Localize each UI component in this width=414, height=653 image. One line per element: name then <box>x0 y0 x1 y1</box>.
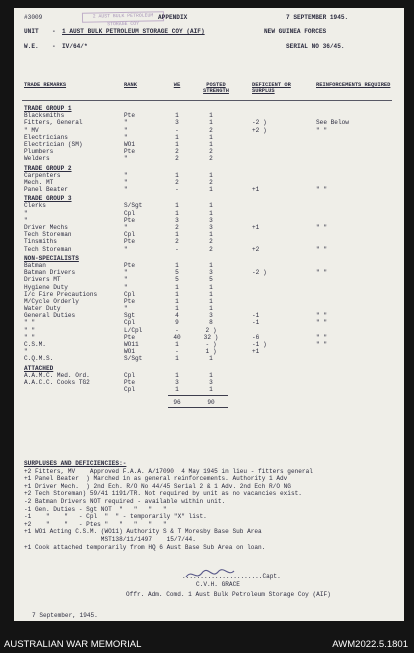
group-title: TRADE GROUP 1 <box>24 105 72 112</box>
cell-rank: WO11 <box>124 341 139 348</box>
note-line: +1 Panel Beater ) Marched in as general reinforcements. Authority 1 Adv <box>24 475 288 483</box>
note-line: +1 Cook attached temporarily from HQ 6 Aust Base Sub Area on loan. <box>24 543 266 551</box>
cell-we: 4 <box>175 312 179 320</box>
cell-posted: 1 <box>209 290 213 298</box>
cell-posted: 2 <box>209 178 213 186</box>
cell-we: 1 <box>175 371 179 379</box>
appendix-label: APPENDIX <box>158 14 188 21</box>
table-row <box>24 276 394 283</box>
cell-trade: Fitters, General <box>24 119 83 127</box>
cell-trade: Panel Beater <box>24 186 68 194</box>
cell-rank: " <box>124 276 128 284</box>
cell-reinforcements: " " <box>316 333 327 341</box>
cell-trade: " <box>24 216 28 224</box>
cell-rank: Cpl <box>124 290 135 298</box>
cell-we: - <box>175 326 179 334</box>
cell-rank: S/Sgt <box>124 355 143 363</box>
cell-deficient: -2 ) <box>252 119 267 127</box>
cell-trade: M/Cycle Orderly <box>24 297 79 305</box>
cell-rank: Cpl <box>124 231 135 239</box>
cell-reinforcements: " " <box>316 319 327 327</box>
cell-we: 3 <box>175 378 179 386</box>
cell-posted: 1 <box>209 355 213 363</box>
cell-posted: 1 <box>209 202 213 210</box>
we-value: IV/64/* <box>62 43 88 50</box>
cell-posted: 1 <box>209 283 213 291</box>
unit-label: UNIT <box>24 28 39 35</box>
cell-posted: 1 <box>209 297 213 305</box>
cell-rank: Cpl <box>124 371 135 379</box>
table-row <box>24 148 394 155</box>
note-line: -2 Batman Drivers NOT required - available within unit. <box>24 497 226 505</box>
notes-lines <box>24 468 394 552</box>
note-line: +1 WO1 Acting C.S.M. (WO11) Authority S & T Moresby Base Sub Area <box>24 528 262 536</box>
cell-reinforcements: " " <box>316 186 327 194</box>
cell-rank: " <box>124 305 128 313</box>
cell-trade: Hygiene Duty <box>24 283 68 291</box>
cell-trade: Driver Mechs <box>24 224 68 231</box>
cell-rank: " <box>124 269 128 277</box>
table-row <box>24 172 394 179</box>
credit-accession: AWM2022.5.1801 <box>332 639 408 650</box>
cell-trade: Water Duty <box>24 305 61 313</box>
cell-posted: 2 <box>209 148 213 156</box>
cell-we: 1 <box>175 386 179 394</box>
cell-posted: 8 <box>209 319 213 327</box>
cell-posted: 2 ) <box>205 326 217 334</box>
group-title: TRADE GROUP 3 <box>24 195 72 203</box>
table-row <box>24 179 394 186</box>
cell-deficient: +2 ) <box>252 126 267 134</box>
cell-rank: " <box>124 283 128 291</box>
cell-rank: Cpl <box>124 386 135 394</box>
cell-we: 1 <box>175 202 179 210</box>
cell-rank: " <box>124 155 128 163</box>
table-row <box>24 386 394 393</box>
cell-rank: " <box>124 133 128 141</box>
cell-rank: Pte <box>124 148 135 156</box>
total-we: 96 <box>173 399 181 407</box>
header-rule <box>22 100 392 101</box>
cell-posted: 1 <box>209 140 213 148</box>
table-row <box>24 217 394 224</box>
cell-reinforcements: " " <box>316 312 327 320</box>
cell-posted: 1 <box>209 133 213 141</box>
table-row <box>24 305 394 312</box>
cell-trade: Electricians <box>24 133 68 141</box>
cell-rank: Pte <box>124 297 135 305</box>
cell-posted: 5 <box>209 276 213 284</box>
cell-deficient: +2 <box>252 245 260 253</box>
cell-trade: " " <box>24 333 35 341</box>
cell-we: - <box>175 245 179 253</box>
table-row <box>24 141 394 148</box>
cell-posted: 1 <box>209 371 213 379</box>
group-title: ATTACHED <box>24 364 54 372</box>
note-line: +1 Driver Mech. ) 2nd Ech. R/O No 44/45 Serial 2 & 1 Adv. 2nd Ech R/O NG <box>24 482 291 490</box>
cell-trade: Plumbers <box>24 148 54 156</box>
cell-reinforcements: " " <box>316 269 327 277</box>
cell-deficient: -1 <box>252 319 260 327</box>
cell-rank: Pte <box>124 216 135 224</box>
table-row <box>24 112 394 119</box>
cell-reinforcements: " " <box>316 126 327 134</box>
cell-rank: " <box>124 186 128 194</box>
table-row <box>24 127 394 134</box>
group-title: TRADE GROUP 2 <box>24 164 72 172</box>
cell-trade: Welders <box>24 155 50 163</box>
unit-stamp: 2 AUST BULK PETROLEUM STORAGE COY <box>82 11 164 22</box>
cell-rank: L/Cpl <box>124 326 143 334</box>
cell-rank: Pte <box>124 261 135 269</box>
table-row <box>24 262 394 269</box>
cell-trade: Tinsmiths <box>24 238 57 246</box>
note-line: +2 Fitters, MV Approved F.A.A. A/17090 4 May 1945 in lieu - fitters general <box>24 467 313 475</box>
cell-rank: S/Sgt <box>124 202 143 210</box>
col-we: WE <box>173 82 181 88</box>
cell-we: 2 <box>175 178 179 186</box>
cell-we: 40 <box>173 333 181 341</box>
column-headers <box>24 82 394 96</box>
cell-deficient: +1 <box>252 348 260 356</box>
cell-reinforcements: " " <box>316 224 327 231</box>
cell-trade: Tech Storeman <box>24 245 72 253</box>
cell-trade: Carpenters <box>24 171 61 179</box>
cell-rank: " <box>124 171 128 179</box>
cell-rank: Cpl <box>124 319 135 327</box>
table-row <box>24 186 394 193</box>
table-row <box>24 134 394 141</box>
cell-we: 2 <box>175 155 179 163</box>
force-name: NEW GUINEA FORCES <box>264 28 327 35</box>
group-title: NON-SPECIALISTS <box>24 254 79 262</box>
table-row <box>24 224 394 231</box>
table-row <box>24 379 394 386</box>
cell-posted: 1 <box>209 112 213 120</box>
cell-trade: " " <box>24 319 35 327</box>
cell-we: 5 <box>175 276 179 284</box>
table-row <box>24 210 394 217</box>
cell-we: 1 <box>175 305 179 313</box>
cell-posted: 1 <box>209 171 213 179</box>
cell-trade: Blacksmiths <box>24 112 65 120</box>
cell-deficient: -6 <box>252 333 260 341</box>
cell-rank: Sgt <box>124 312 135 320</box>
cell-rank: " <box>124 245 128 253</box>
table-row <box>24 269 394 276</box>
cell-we: 5 <box>175 269 179 277</box>
cell-reinforcements: " " <box>316 245 327 253</box>
cell-trade: A.A.M.C. Med. Ord. <box>24 371 90 379</box>
cell-posted: 2 <box>209 126 213 134</box>
cell-we: 1 <box>175 171 179 179</box>
cell-rank: " <box>124 178 128 186</box>
cell-rank: " <box>124 119 128 127</box>
cell-posted: 2 <box>209 238 213 246</box>
cell-deficient: -1 ) <box>252 341 267 348</box>
cell-we: 1 <box>175 209 179 217</box>
signatory-title: Offr. Adm. Comd. 1 Aust Bulk Petroleum Storage Coy (AIF) <box>126 591 331 598</box>
table-row <box>24 348 394 355</box>
cell-we: 1 <box>175 283 179 291</box>
cell-trade: Drivers MT <box>24 276 61 284</box>
cell-deficient: -1 <box>252 312 260 320</box>
cell-trade: C.Q.M.S. <box>24 355 54 363</box>
footer-date: 7 September, 1945. <box>32 612 98 619</box>
cell-posted: 32 ) <box>203 333 219 341</box>
note-line: +2 Tech Storeman) 59/41 1191/TR. Not required by unit as no vacancies exist. <box>24 490 302 498</box>
cell-trade: General Duties <box>24 312 76 320</box>
cell-rank: WO1 <box>124 348 135 356</box>
cell-posted: 3 <box>209 224 213 231</box>
col-deficient: DEFICIENT OR SURPLUS <box>252 82 291 95</box>
cell-we: - <box>175 348 179 356</box>
cell-trade: Mech. MT <box>24 178 54 186</box>
unit-value: 1 AUST BULK PETROLEUM STORAGE COY (AIF) <box>62 28 205 35</box>
cell-trade: Electrician (SM) <box>24 140 83 148</box>
cell-we: 1 <box>175 297 179 305</box>
cell-we: 1 <box>175 133 179 141</box>
cell-we: 1 <box>175 261 179 269</box>
signature-block <box>182 573 281 588</box>
credit-bar <box>0 637 414 653</box>
cell-posted: 2 <box>209 245 213 253</box>
table-row <box>24 334 394 341</box>
cell-trade: Batman <box>24 261 46 269</box>
document-page: 2 AUST BULK PETROLEUM STORAGE COY #3009 APPENDIX 7 SEPTEMBER 1945. UNIT - 1 AUST BULK PETROLEUM STORAGE COY (AIF) NEW GUINEA FORCES W.E. - IV/64/* SERIAL NO 36/45. TRADE REMARKS RANK WE POSTED STRENGTH DEFICIENT OR SURPLUS REINFORCEMENTS REQUIRED TRADE GROUP 1 Blacksmiths Pte 1 1 Fitters, General " 3 1 -2 ) See Below " MV " - 2 +2 ) " " Electricians " 1 1 Electrician (SM) WO1 1 1 Plumbers Pte 2 2 Welders " 2 2 TRADE GROUP 2 Carpenters " 1 1 Mech. MT " 2 2 Panel Beater " - 1 +1 " " TRADE GROUP 3 Clerks S/Sgt 1 1 " Cpl 1 1 " Pte 3 3 Driver Mechs " 2 3 +1 " " Tech Storeman Cpl 1 1 Tinsmiths Pte 2 2 Tech Storeman " - 2 +2 " " NON-SPECIALISTS Batman Pte 1 1 Batman Drivers " 5 3 -2 ) " " Drivers MT " 5 5 Hygiene Duty " 1 1 I/c Fire Precautions Cpl 1 1 M/Cycle Orderly Pte 1 1 Water Duty " 1 1 General Duties Sgt 4 3 -1 " " " " Cpl 9 8 -1 " " " " L/Cpl - 2 ) " " Pte 40 32 ) -6 " " C.S.M. WO11 1 - ) -1 ) " " " WO1 - 1 ) +1 C.Q.M.S. S/Sgt 1 1 ATTACHED A.A.M.C. Med. Ord. Cpl 1 1 A.A.C.C. Cooks TG2 Pte 3 3 Cpl 1 1 96 90 SURPLUSES AND DEFICIENCIES:- +2 Fitters, MV Approved F.A.A. A/17090 4 May 1945 in lieu - fitters general +1 Panel Beater ) Marched in as general reinforcements. Authority 1 Adv +1 Driver Mech. ) 2nd Ech. R/O No 44/45 Serial 2 & 1 Adv. 2nd Ech R/O NG +2 Tech Storeman) 59/41 1191/TR. Not required by unit as no vacancies exist. -2 Batman Drivers NOT required - available within unit. -1 Gen. Duties - Sgt NOT " " " " -1 " " - Cpl " " - temporarily "X" list. +2 " " - Ptes " " " " " +1 WO1 Acting C.S.M. (WO11) Authority S & T Moresby Base Sub Area MST138/11/1497 15/7/44. +1 Cook attached temporarily from HQ 6 Aust Base Sub Area on loan. ......................Capt. C.V.H. GRACE Offr. Adm. Comd. 1 Aust Bulk Petroleum Storage Coy (AIF) 7 September, 1945. <box>14 8 404 621</box>
signature-scribble <box>184 567 236 581</box>
cell-we: 1 <box>175 140 179 148</box>
cell-rank: WO1 <box>124 140 135 148</box>
cell-posted: 1 <box>209 186 213 194</box>
cell-we: 2 <box>175 148 179 156</box>
cell-we: 1 <box>175 231 179 239</box>
cell-trade: A.A.C.C. Cooks TG2 <box>24 378 90 386</box>
cell-reinforcements: See Below <box>316 119 349 127</box>
table-row <box>24 327 394 334</box>
cell-we: 3 <box>175 119 179 127</box>
cell-trade: Batman Drivers <box>24 269 76 277</box>
cell-we: 9 <box>175 319 179 327</box>
cell-posted: 3 <box>209 378 213 386</box>
cell-rank: " <box>124 126 128 134</box>
cell-trade: I/c Fire Precautions <box>24 290 98 298</box>
total-posted: 90 <box>207 399 215 407</box>
table-row <box>24 155 394 162</box>
cell-we: 1 <box>175 290 179 298</box>
cell-posted: 1 <box>209 305 213 313</box>
cell-we: 3 <box>175 216 179 224</box>
cell-posted: 1 ) <box>205 348 217 356</box>
notes-section <box>24 460 394 551</box>
notes-title: SURPLUSES AND DEFICIENCIES:- <box>24 460 127 467</box>
col-reinforcements: REINFORCEMENTS REQUIRED <box>316 82 391 88</box>
cell-posted: 3 <box>209 312 213 320</box>
cell-we: 1 <box>175 341 179 348</box>
totals-row <box>24 399 394 406</box>
cell-posted: 3 <box>209 269 213 277</box>
cell-posted: 1 <box>209 386 213 394</box>
cell-trade: Clerks <box>24 202 46 210</box>
table-row <box>24 341 394 348</box>
table-row <box>24 298 394 305</box>
col-posted: POSTED STRENGTH <box>203 82 229 95</box>
cell-rank: Pte <box>124 378 135 386</box>
table-row <box>24 202 394 209</box>
cell-we: 1 <box>175 112 179 120</box>
cell-posted: 1 <box>209 119 213 127</box>
trade-groups <box>24 105 394 409</box>
cell-deficient: +1 <box>252 224 260 231</box>
cell-we: 2 <box>175 224 179 231</box>
table-row <box>24 355 394 362</box>
cell-we: 2 <box>175 238 179 246</box>
cell-rank: Pte <box>124 333 135 341</box>
cell-posted: 2 <box>209 155 213 163</box>
note-line: -1 " " - Cpl " " - temporarily "X" list. <box>24 513 207 521</box>
note-line: -1 Gen. Duties - Sgt NOT " " " " <box>24 505 167 513</box>
table-row <box>24 372 394 379</box>
table-row <box>24 246 394 253</box>
cell-rank: Pte <box>124 112 135 120</box>
cell-trade: " <box>24 209 28 217</box>
cell-trade: " <box>24 348 28 356</box>
cell-posted: 1 <box>209 261 213 269</box>
table-row <box>24 119 394 126</box>
col-trade: TRADE REMARKS <box>24 82 67 88</box>
doc-date: 7 SEPTEMBER 1945. <box>286 14 349 21</box>
table-row <box>24 284 394 291</box>
table-row <box>24 238 394 245</box>
cell-posted: - ) <box>205 341 217 348</box>
col-rank: RANK <box>124 82 137 88</box>
note-line: MST138/11/1497 15/7/44. <box>24 535 196 543</box>
cell-rank: " <box>124 224 128 231</box>
credit-institution: AUSTRALIAN WAR MEMORIAL <box>4 639 142 650</box>
cell-trade: C.S.M. <box>24 341 46 348</box>
cell-we: - <box>175 126 179 134</box>
table-row <box>24 312 394 319</box>
cell-deficient: +1 <box>252 186 260 194</box>
cell-trade: " " <box>24 326 35 334</box>
table-row <box>24 231 394 238</box>
table-row <box>24 291 394 298</box>
table-row <box>24 319 394 326</box>
signatory-name: C.V.H. GRACE <box>196 580 240 588</box>
cell-we: - <box>175 186 179 194</box>
cell-we: 1 <box>175 355 179 363</box>
we-label: W.E. <box>24 43 39 50</box>
cell-posted: 3 <box>209 216 213 224</box>
cell-posted: 1 <box>209 231 213 239</box>
cell-rank: Pte <box>124 238 135 246</box>
signature-line: ......................Capt. <box>182 573 281 580</box>
cell-posted: 1 <box>209 209 213 217</box>
cell-reinforcements: " " <box>316 341 327 348</box>
note-line: +2 " " - Ptes " " " " " <box>24 520 167 528</box>
serial-number: SERIAL NO 36/45. <box>286 43 345 50</box>
cell-deficient: -2 ) <box>252 269 267 277</box>
cell-rank: Cpl <box>124 209 135 217</box>
doc-ref: #3009 <box>24 14 43 21</box>
cell-trade: " MV <box>24 126 39 134</box>
cell-trade: Tech Storeman <box>24 231 72 239</box>
